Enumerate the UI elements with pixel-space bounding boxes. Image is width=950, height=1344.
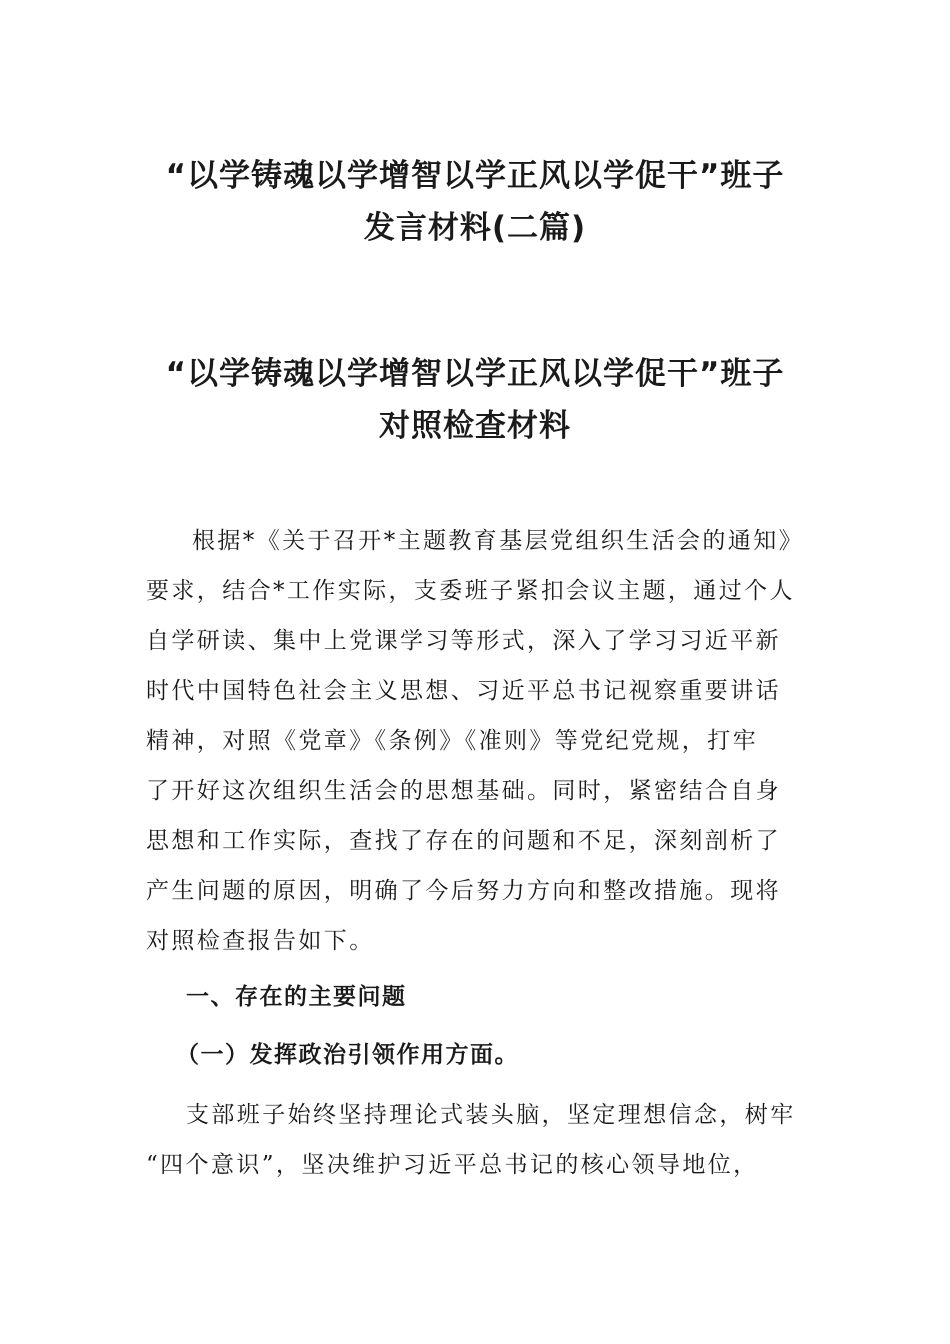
paragraph-line: 了开好这次组织生活会的思想基础。同时，紧密结合自身 [146, 778, 781, 804]
paragraph-line: 精神，对照《党章》《条例》《准则》等党纪党规，打牢 [146, 728, 758, 754]
paragraph-line: 自学研读、集中上党课学习等形式，深入了学习习近平新 [146, 628, 781, 654]
paragraph-line: 支部班子始终坚持理论式装头脑，坚定理想信念，树牢 [186, 1102, 796, 1128]
sub-title-line-1: “以学铸魂以学增智以学正风以学促干”班子 [165, 356, 785, 392]
paragraph-line: 时代中国特色社会主义思想、习近平总书记视察重要讲话 [146, 678, 781, 704]
sub-title [0, 348, 950, 452]
main-title-line-2: 发言材料(二篇) [363, 210, 587, 246]
intro-paragraph [146, 516, 806, 966]
paragraph-line: 思想和工作实际，查找了存在的问题和不足，深刻剖析了 [146, 828, 781, 854]
paragraph-line: 产生问题的原因，明确了今后努力方向和整改措施。现将 [146, 878, 781, 904]
paragraph-line: 根据*《关于召开*主题教育基层党组织生活会的通知》 [192, 528, 804, 554]
subsection-heading: （一）发挥政治引领作用方面。 [176, 1042, 519, 1068]
paragraph-line: 要求，结合*工作实际，支委班子紧扣会议主题，通过个人 [146, 578, 795, 604]
sub-title-line-2: 对照检查材料 [379, 408, 571, 444]
main-title-line-1: “以学铸魂以学增智以学正风以学促干”班子 [165, 158, 785, 194]
paragraph-line: “四个意识”，坚决维护习近平总书记的核心领导地位， [146, 1152, 759, 1178]
main-title [0, 150, 950, 254]
section-heading: 一、存在的主要问题 [186, 984, 407, 1010]
paragraph-line: 对照检查报告如下。 [146, 928, 375, 954]
body-paragraph [146, 1090, 806, 1190]
